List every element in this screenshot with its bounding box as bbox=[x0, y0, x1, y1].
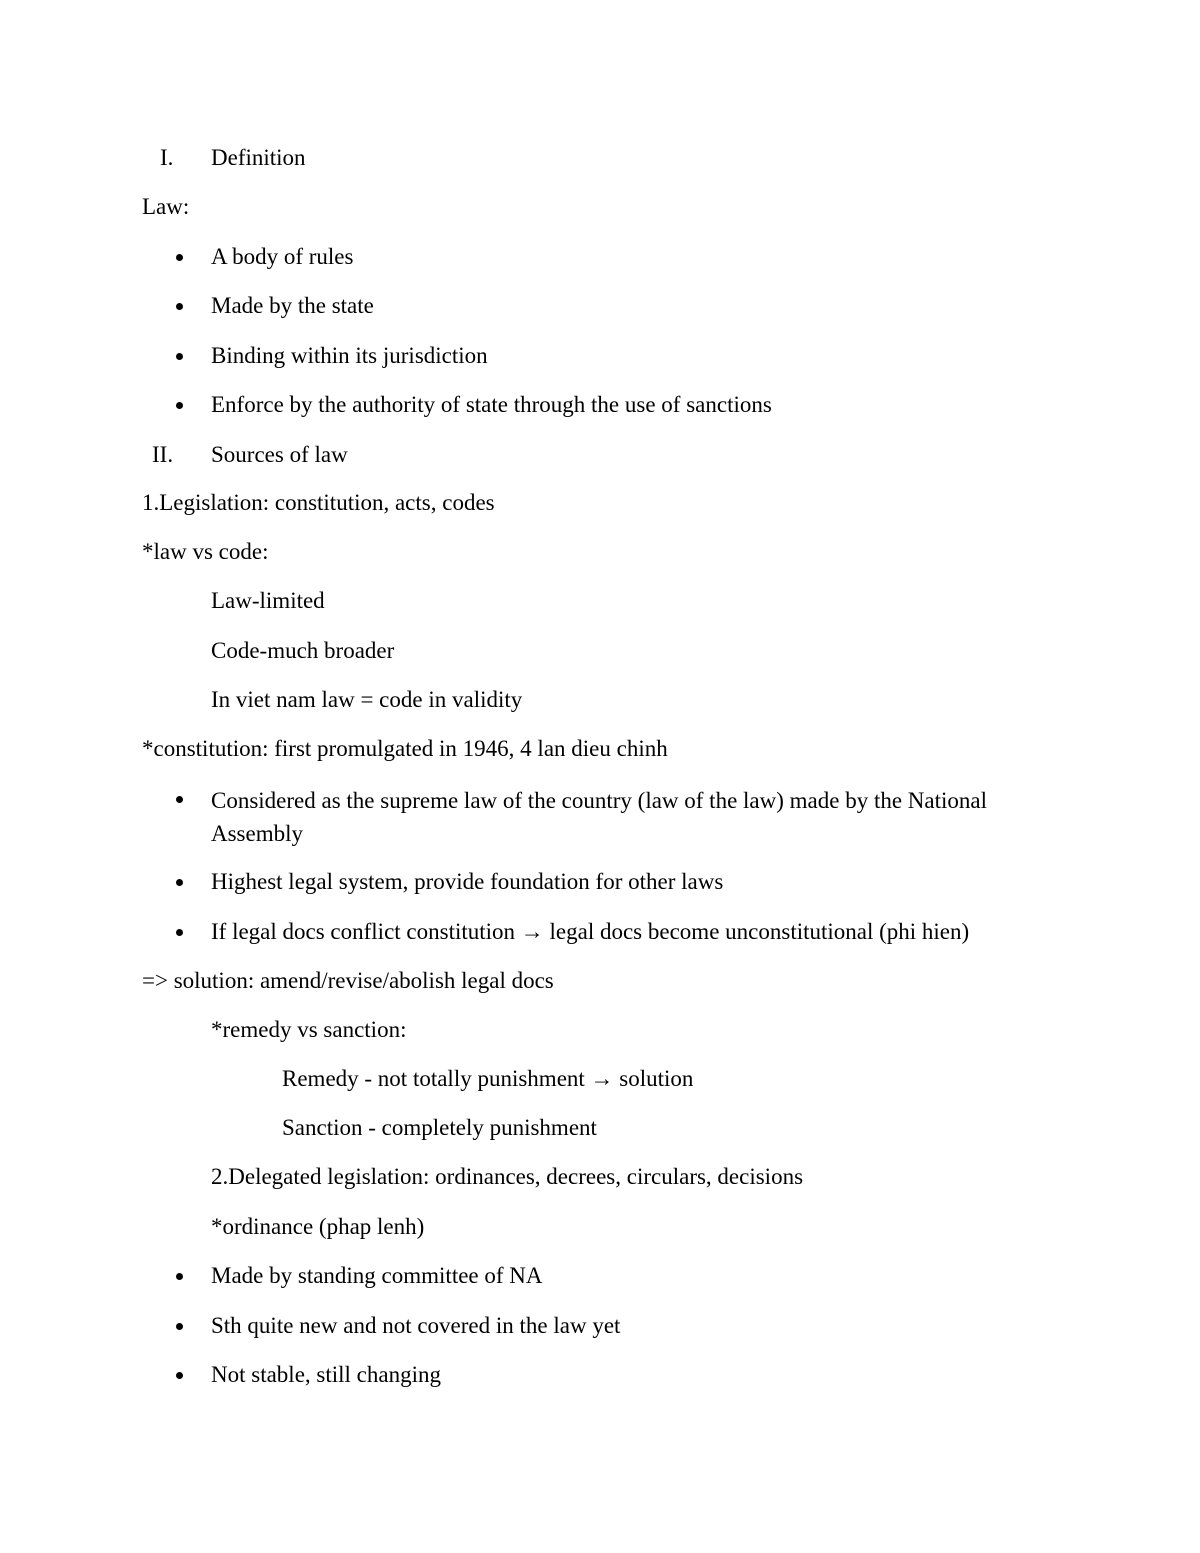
indented-line: 2.Delegated legislation: ordinances, decrees, circulars, decisions bbox=[211, 1164, 804, 1189]
bullet-icon bbox=[176, 796, 183, 803]
bullet-icon bbox=[176, 1323, 183, 1330]
bullet-icon bbox=[176, 879, 183, 886]
list-item: Sth quite new and not covered in the law yet bbox=[211, 1313, 621, 1338]
list-item: If legal docs conflict constitution → legal docs become unconstitutional (phi hien) bbox=[211, 919, 970, 944]
indented-line: In viet nam law = code in validity bbox=[211, 687, 523, 712]
list-item: Considered as the supreme law of the country (law of the law) made by the National Assembly bbox=[211, 788, 988, 846]
paragraph: *law vs code: bbox=[142, 539, 269, 564]
heading-numeral: I. bbox=[160, 145, 174, 170]
list-item: Made by standing committee of NA bbox=[211, 1263, 543, 1288]
heading-title: Definition bbox=[211, 145, 306, 170]
bullet-icon bbox=[176, 1372, 183, 1379]
heading-numeral: II. bbox=[152, 442, 174, 467]
bullet-icon bbox=[176, 303, 183, 310]
indented-line: Remedy - not totally punishment → solution bbox=[282, 1066, 694, 1091]
list-item: Highest legal system, provide foundation for other laws bbox=[211, 869, 724, 894]
indented-line: Code-much broader bbox=[211, 638, 395, 663]
indented-line: Law-limited bbox=[211, 588, 325, 613]
heading-title: Sources of law bbox=[211, 442, 348, 467]
paragraph: => solution: amend/revise/abolish legal docs bbox=[142, 968, 554, 993]
bullet-icon bbox=[176, 353, 183, 360]
bullet-icon bbox=[176, 929, 183, 936]
paragraph: 1.Legislation: constitution, acts, codes bbox=[142, 490, 495, 515]
law-label: Law: bbox=[142, 194, 190, 219]
indented-line: Sanction - completely punishment bbox=[282, 1115, 597, 1140]
indented-line: *ordinance (phap lenh) bbox=[211, 1214, 425, 1239]
bullet-icon bbox=[176, 402, 183, 409]
indented-line: *remedy vs sanction: bbox=[211, 1017, 407, 1042]
list-item: Not stable, still changing bbox=[211, 1362, 441, 1387]
paragraph: *constitution: first promulgated in 1946, 4 lan dieu chinh bbox=[142, 736, 668, 761]
bullet-icon bbox=[176, 254, 183, 261]
list-item: A body of rules bbox=[211, 244, 354, 269]
bullet-icon bbox=[176, 1273, 183, 1280]
list-item: Made by the state bbox=[211, 293, 374, 318]
list-item: Enforce by the authority of state through the use of sanctions bbox=[211, 392, 772, 417]
list-item: Binding within its jurisdiction bbox=[211, 343, 488, 368]
